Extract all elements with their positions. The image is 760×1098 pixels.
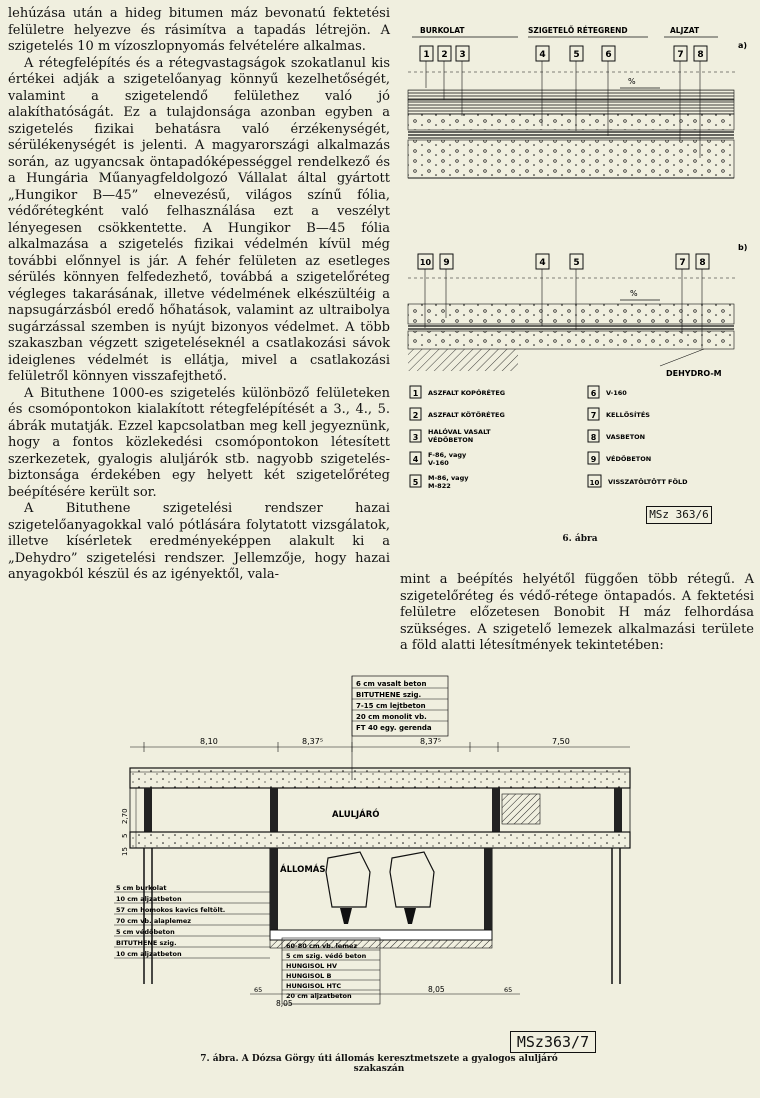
svg-text:F-86, vagy: F-86, vagy (428, 451, 467, 459)
svg-text:2,70: 2,70 (121, 808, 129, 824)
svg-text:KELLŐSÍTÉS: KELLŐSÍTÉS (606, 411, 650, 419)
svg-text:9: 9 (443, 258, 450, 268)
legend-item-10 (588, 475, 688, 487)
svg-text:7-15 cm lejtbeton: 7-15 cm lejtbeton (356, 702, 426, 710)
section-b (408, 278, 738, 378)
svg-text:8,37⁵: 8,37⁵ (420, 737, 442, 746)
paragraph-5: mint a beépítés helyétől függően több rétegű. A szigetelőréteg és védő-rétege öntapadós. A fektetési felületre előzetesen Bonobit H máz felhordása szükséges. A szigetelő lemezek alkalmazási területe a föld alatti létesítmények tekintetében: (400, 572, 754, 653)
svg-text:3: 3 (412, 433, 419, 442)
svg-text:9: 9 (590, 455, 597, 464)
svg-text:60-80 cm vb. lemez: 60-80 cm vb. lemez (286, 942, 358, 950)
svg-text:7,50: 7,50 (552, 737, 570, 746)
svg-text:VÉDŐBETON: VÉDŐBETON (428, 436, 474, 444)
svg-text:6 cm vasalt beton: 6 cm vasalt beton (356, 680, 427, 688)
svg-text:HUNGISOL HTC: HUNGISOL HTC (286, 982, 342, 990)
svg-text:5: 5 (121, 833, 129, 838)
svg-text:8: 8 (699, 258, 706, 268)
svg-text:BITUTHENE szig.: BITUTHENE szig. (116, 939, 177, 947)
label-a: a) (738, 41, 748, 50)
top-layer-callout (352, 676, 448, 780)
svg-text:BITUTHENE szig.: BITUTHENE szig. (356, 691, 422, 699)
fig7-caption: 7. ábra. A Dózsa Görgy úti állomás keresztmetszete a gyalogos aluljáró szakaszán (200, 1054, 558, 1074)
svg-text:3: 3 (459, 50, 466, 60)
right-text-column (400, 572, 754, 655)
svg-text:70 cm vb. alaplemez: 70 cm vb. alaplemez (116, 917, 192, 925)
svg-text:65: 65 (504, 986, 513, 994)
svg-text:M-822: M-822 (428, 482, 451, 490)
dehydro-label: DEHYDRO-M (666, 369, 722, 378)
label-b: b) (738, 243, 748, 252)
svg-text:VÉDŐBETON: VÉDŐBETON (606, 455, 652, 463)
cross-section (121, 768, 630, 984)
svg-text:FT 40 egy. gerenda: FT 40 egy. gerenda (356, 724, 432, 732)
svg-text:HALÓVAL VASALT: HALÓVAL VASALT (428, 428, 491, 436)
section-a (408, 72, 738, 178)
header-burkolat: BURKOLAT (420, 26, 465, 35)
svg-text:8,05: 8,05 (276, 999, 293, 1008)
box-a-1 (420, 46, 433, 88)
svg-text:8,05: 8,05 (428, 985, 445, 994)
legend-right (588, 386, 688, 487)
svg-text:57 cm homokos kavics feltölt.: 57 cm homokos kavics feltölt. (116, 906, 226, 914)
svg-text:M-86, vagy: M-86, vagy (428, 474, 469, 482)
paragraph-2: A rétegfelépítés és a rétegvastagságok szokatlanul kis értékei adják a szigetelőanyag könnyű kezelhetőségét, valamint a szigetelendő felülethez való jó alakíthatóságát. Ez a tulajdonsága azonban egyben a szigetelés fizikai behatásra való érzékenységét, sérülékenységét is jelenti. A magyarországi alkalmazás során, az ugyancsak öntapadóképességgel rendelkező és a Hungária Műanyagfeldolgozó Vállalat által gyártott „Hungikor B—45” elnevezésű, világos színű fólia, védőrétegként való felhasználása ezt a veszélyt lényegesen csökkentette. A Hungikor B—45 fólia alkalmazása a szigetelés fizikai védelmén kívül még további előnnyel is jár. A fehér felületen az esetleges sérülés könnyen felfedezhető, továbbá a szigetelőréteg végleges takarásának, illetve védelmének elkészültéig a napsugárzásból eredő hőhatások, valamint az ultraibolya sugárzással szemben is nyújt bizonyos védelmet. A több szakaszban végzett szigeteléseknél a csatlakozási sávok ideiglenes védelmét is ellátja, mivel a csatlakozási felületről könnyen visszafejthető. (8, 55, 390, 384)
legend-item-1 (410, 386, 505, 398)
svg-text:6: 6 (590, 389, 597, 398)
svg-text:8: 8 (697, 50, 704, 60)
svg-text:ASZFALT KOPÓRÉTEG: ASZFALT KOPÓRÉTEG (428, 389, 506, 397)
figure-7-diagram (100, 672, 660, 1017)
svg-text:5 cm burkolat: 5 cm burkolat (116, 884, 167, 892)
paragraph-4: A Bituthene szigetelési rendszer hazai szigetelőanyagokkal való pótlására folytatott vizsgálatok, illetve kísérletek eredményeképpen alakult ki a „Dehydro” szigetelési rendszer. Jellemzője, hogy hazai anyagokból készül és az igényektől, vala- (8, 501, 390, 582)
legend-item-5 (410, 474, 469, 490)
svg-text:8,37⁵: 8,37⁵ (302, 737, 324, 746)
legend-item-3 (410, 427, 491, 444)
svg-text:5 cm szig. védő beton: 5 cm szig. védő beton (286, 952, 367, 960)
svg-text:4: 4 (539, 50, 546, 60)
slope-a: % (628, 77, 636, 86)
left-text-column (8, 6, 390, 584)
svg-text:5: 5 (573, 258, 580, 268)
svg-text:15: 15 (121, 847, 129, 856)
svg-text:5 cm védőbeton: 5 cm védőbeton (116, 928, 175, 936)
svg-text:6: 6 (605, 50, 612, 60)
svg-text:V-160: V-160 (606, 389, 627, 397)
svg-text:5: 5 (573, 50, 580, 60)
svg-text:ASZFALT KÖTŐRÉTEG: ASZFALT KÖTŐRÉTEG (428, 411, 505, 419)
fig7-stamp: MSz363/7 (510, 1031, 596, 1053)
figure-6-diagram (398, 8, 758, 518)
slope-b: % (630, 289, 638, 298)
svg-text:7: 7 (590, 411, 597, 420)
legend-item-9 (588, 452, 651, 464)
legend-left (410, 386, 505, 490)
svg-text:10: 10 (419, 258, 432, 267)
svg-text:V-160: V-160 (428, 459, 449, 467)
svg-text:8,10: 8,10 (200, 737, 218, 746)
svg-text:2: 2 (412, 411, 419, 420)
fig6-caption: 6. ábra (562, 534, 598, 544)
svg-text:5: 5 (412, 478, 419, 487)
svg-text:8: 8 (590, 433, 597, 442)
svg-text:VASBETON: VASBETON (606, 433, 646, 441)
left-layer-callout (114, 884, 270, 958)
svg-text:10: 10 (589, 479, 600, 487)
svg-text:1: 1 (423, 50, 430, 60)
header-reteg: SZIGETELŐ RÉTEGREND (528, 26, 628, 35)
paragraph-1: lehúzása után a hideg bitumen máz bevonatú fektetési felületre helyezve és rásimítva a tapadás létrejön. A szigetelés 10 m vízoszlopnyomás felvételére alkalmas. (8, 6, 390, 54)
svg-text:4: 4 (539, 258, 546, 268)
legend-item-2 (410, 408, 505, 420)
svg-text:2: 2 (441, 50, 448, 60)
svg-text:10 cm aljzatbeton: 10 cm aljzatbeton (116, 895, 182, 903)
paragraph-3: A Bituthene 1000-es szigetelés különböző felületeken és csomópontokon kialakított rétegfelépítését a 3., 4., 5. ábrák mutatják. Ezzel kapcsolatban meg kell jegyeznünk, hogy a fontos közlekedési csomópontokon létesített szerkezetek, gyalogis aluljárók stb. nagyobb szigetelés-biztonsága érdekében egy helyett két szigetelőréteg beépítésére került sor. (8, 385, 390, 500)
svg-text:10 cm aljzatbeton: 10 cm aljzatbeton (116, 950, 182, 958)
svg-text:7: 7 (677, 50, 684, 60)
legend-item-8 (588, 430, 645, 442)
svg-text:7: 7 (679, 258, 686, 268)
svg-text:HUNGISOL B: HUNGISOL B (286, 972, 332, 980)
svg-text:65: 65 (254, 986, 263, 994)
legend-item-4 (410, 451, 467, 467)
svg-text:4: 4 (412, 455, 419, 464)
svg-text:VISSZATÖLTÖTT FÖLD: VISSZATÖLTÖTT FÖLD (608, 478, 688, 486)
fig6-stamp: MSz 363/6 (646, 506, 712, 524)
label-allomas: ÁLLOMÁS (280, 865, 326, 875)
legend-item-7 (588, 408, 650, 420)
header-aljzat: ALJZAT (670, 26, 700, 35)
top-dimensions (130, 737, 630, 752)
label-aluljaro: ALULJÁRÓ (332, 810, 380, 820)
svg-text:1: 1 (412, 389, 419, 398)
legend-item-6 (588, 386, 627, 398)
svg-text:20 cm monolit vb.: 20 cm monolit vb. (356, 713, 427, 721)
svg-text:HUNGISOL HV: HUNGISOL HV (286, 962, 337, 970)
svg-text:20 cm aljzatbeton: 20 cm aljzatbeton (286, 992, 352, 1000)
